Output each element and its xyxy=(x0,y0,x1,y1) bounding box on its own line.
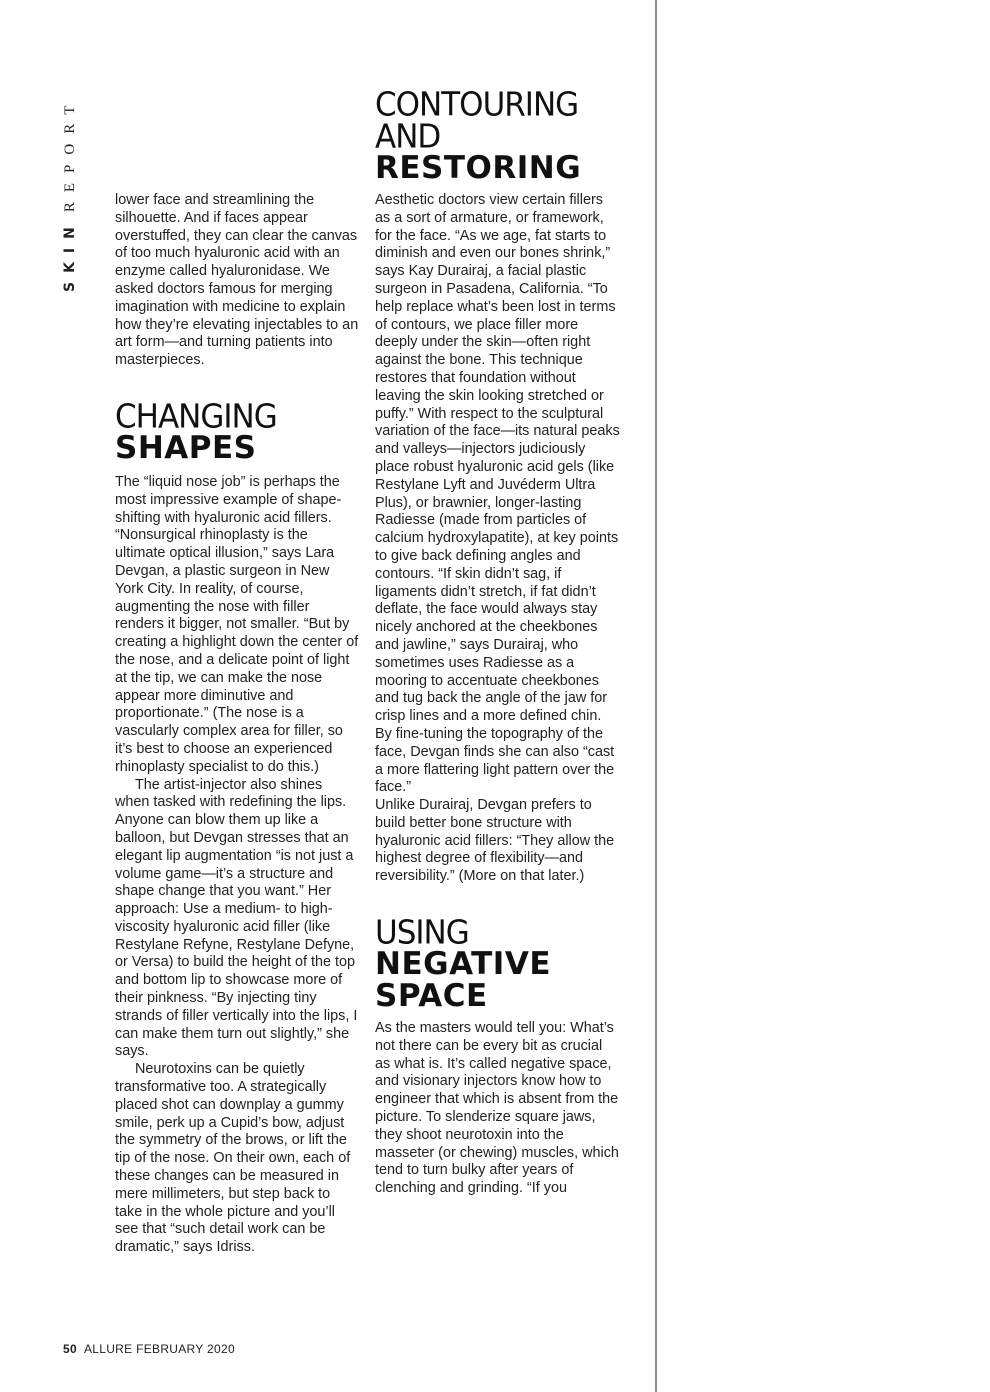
negative-space-paragraph: As the masters would tell you: What’s not there can be every bit as crucial as what is. It’s called negative space, and visionary injectors know how to engineer that which is absent from the picture. To slenderize square jaws, they shoot neurotoxin into the masseter (or chewing) muscles, which tend to turn bulky after years of clenching and grinding. “If you xyxy=(375,1020,619,1197)
section-label xyxy=(58,72,80,292)
heading-shapes: SHAPES xyxy=(115,429,257,466)
publication-name: ALLURE xyxy=(83,1342,133,1356)
contouring-restoring-heading xyxy=(375,85,620,186)
page-folio xyxy=(63,1341,235,1357)
heading-changing: CHANGING xyxy=(115,397,277,436)
durairaj-contrast-paragraph: Unlike Durairaj, Devgan prefers to build better bone structure with hyaluronic acid fillers: “They allow the highest degree of flexibility—and reversibility.” (More on that later.) xyxy=(375,797,615,885)
facing-page-blank xyxy=(657,0,990,1392)
right-column xyxy=(375,85,620,1198)
changing-shapes-heading xyxy=(115,397,359,466)
left-column xyxy=(115,192,359,1257)
framework-paragraph: Aesthetic doctors view certain fillers as a sort of armature, or framework, for the face. “As we age, fat starts to diminish and even our bones shrink,” says Kay Durairaj, a facial plastic surgeon in Pasadena, California. “To help replace what’s been lost in terms of contours, we place filler more deeply under the skin—often right against the bone. This technique restores that foundation without leaving the skin looking stretched or puffy.” With respect to the sculptural variation of the face—its natural peaks and valleys—injectors judiciously place robust hyaluronic acid gels (like Restylane Lyft and Juvéderm Ultra Plus), or brawnier, longer-lasting Radiesse (made from particles of calcium hydroxylapatite), at key points to give back defining angles and contours. “If skin didn’t sag, if ligaments didn’t stretch, if fat didn’t deflate, the face would always stay nicely anchored at the cheekbones and jawline,” says Durairaj, who sometimes uses Radiesse as a mooring to accentuate cheekbones and tug back the angle of the jaw for crisp lines and a more defined chin. By fine-tuning the topography of the face, Devgan finds she can also “cast a more flattering light pattern over the face.” xyxy=(375,192,620,796)
lips-paragraph: The artist-injector also shines when tasked with redefining the lips. Anyone can blow them up like a balloon, but Devgan stresses that an elegant lip augmentation “is not just a volume game—it’s a structure and shape change that you want.” Her approach: Use a medium- to high-viscosity hyaluronic acid filler (like Restylane Refyne, Restylane Defyne, or Versa) to build the height of the top and bottom lip to showcase more of their pinkness. “By injecting tiny strands of filler vertically into the lips, I can make them turn out slightly,” she says. xyxy=(115,776,358,1060)
heading-negative: NEGATIVE xyxy=(375,946,551,983)
page-number: 50 xyxy=(63,1342,77,1356)
heading-space: SPACE xyxy=(375,978,488,1015)
intro-paragraph: lower face and streamlining the silhouette. And if faces appear overstuffed, they can clear the canvas of too much hyaluronic acid with an enzyme called hyaluronidase. We asked doctors famous for merging imagination with medicine to explain how they’re elevating injectables to an art form—and turning patients into masterpieces. xyxy=(115,192,359,369)
negative-space-heading xyxy=(375,913,620,1015)
heading-using: USING xyxy=(375,913,469,952)
nose-paragraph: The “liquid nose job” is perhaps the most impressive example of shape-shifting with hyaluronic acid fillers. “Nonsurgical rhinoplasty is the ultimate optical illusion,” says Lara Devgan, a plastic surgeon in New York City. In reality, of course, augmenting the nose with filler renders it bigger, not smaller. “But by creating a highlight down the center of the nose, and a delicate point of light at the tip, we can make the nose appear more diminutive and proportionate.” (The nose is a vascularly complex area for filler, so it’s best to choose an experienced rhinoplasty specialist to do this.) xyxy=(115,473,359,775)
neurotoxins-paragraph: Neurotoxins can be quietly transformative too. A strategically placed shot can downplay a gummy smile, perk up a Cupid’s bow, adjust the symmetry of the brows, or lift the tip of the nose. On their own, each of these changes can be measured in mere millimeters, but step back to take in the whole picture and you’ll see that “such detail work can be dramatic,” says Idriss. xyxy=(115,1061,351,1256)
section-label-report: REPORT xyxy=(62,95,78,213)
heading-and: AND xyxy=(375,117,441,156)
heading-restoring: RESTORING xyxy=(375,150,582,186)
heading-contouring: CONTOURING xyxy=(375,85,579,124)
section-label-skin: SKIN xyxy=(62,218,78,292)
issue-date: FEBRUARY 2020 xyxy=(136,1342,235,1356)
